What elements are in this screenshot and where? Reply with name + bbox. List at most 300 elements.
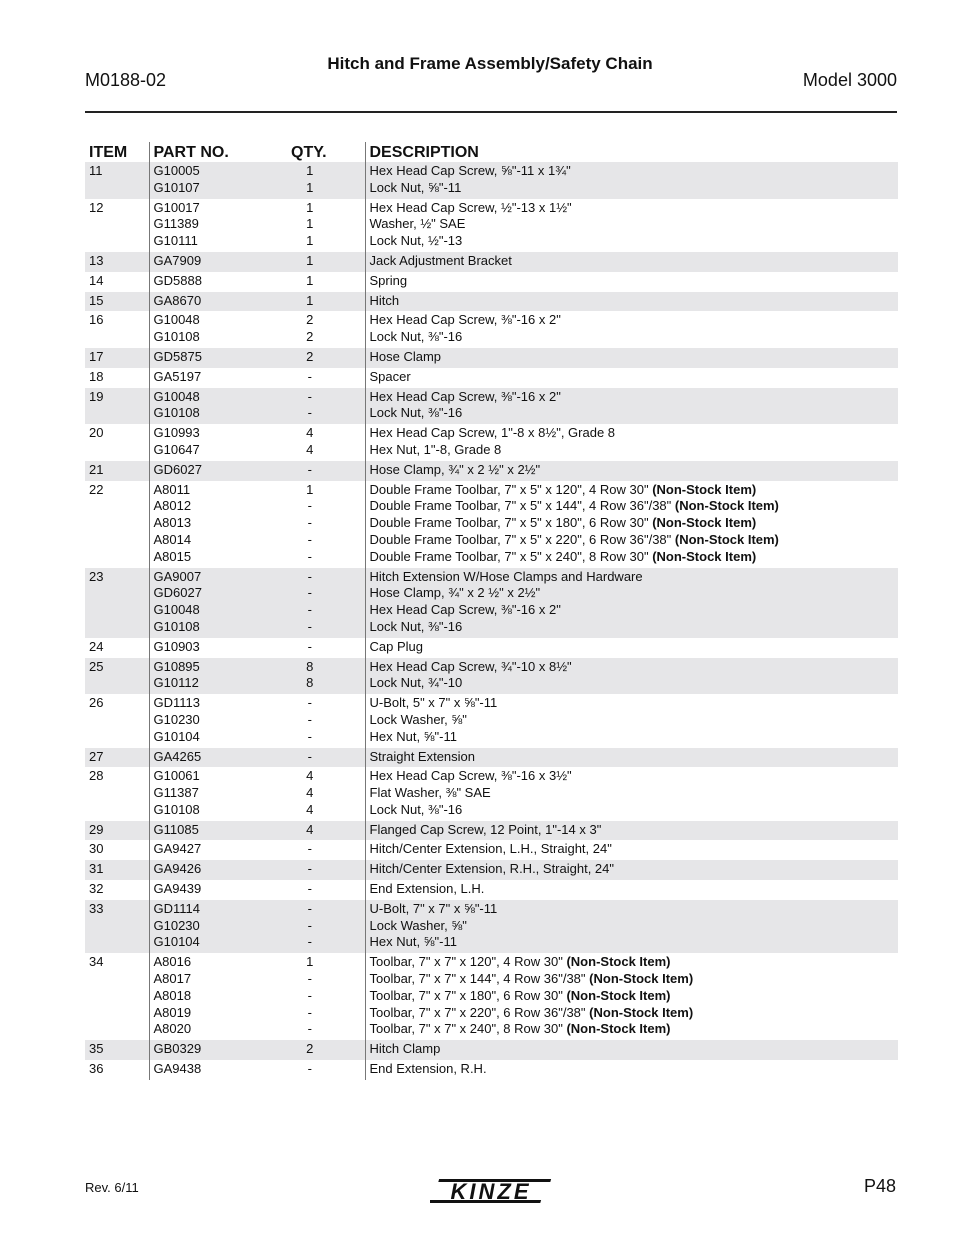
page-number: P48 (863, 1176, 896, 1196)
description-text: Hex Head Cap Screw, ⅜"-16 x 2" (369, 312, 561, 328)
part-number: G10111 (153, 233, 198, 249)
table-row (85, 860, 898, 880)
description-line (370, 822, 895, 839)
qty-cell (271, 481, 365, 568)
item-number: 18 (89, 368, 104, 384)
part-number: G11085 (153, 821, 199, 837)
description-text: Hex Head Cap Screw, ¾"-10 x 8½" (369, 658, 572, 674)
description-text: Hex Head Cap Screw, ⅜"-16 x 2" (369, 388, 561, 404)
item-number: 13 (85, 252, 149, 272)
table-header-row (85, 142, 898, 162)
description-text: Spacer (369, 368, 411, 384)
description-text: Hex Head Cap Screw, ⅝"-11 x 1¾" (369, 163, 571, 178)
part-number-cell (149, 880, 271, 900)
description-line (370, 273, 895, 290)
quantity: 1 (306, 272, 314, 288)
item-number: 28 (89, 768, 104, 784)
description-cell (365, 162, 898, 199)
description-text: Toolbar, 7" x 7" x 240", 8 Row 30" (369, 1021, 567, 1037)
description-text: Toolbar, 7" x 7" x 144", 4 Row 36"/38" (369, 971, 590, 987)
item-number: 25 (85, 658, 149, 695)
description-line (370, 253, 895, 270)
parts-table-body (85, 162, 898, 1080)
description-cell (365, 348, 898, 368)
quantity: - (307, 881, 312, 897)
description-cell (365, 694, 898, 747)
quantity: - (307, 987, 312, 1003)
table-row (85, 348, 898, 368)
description-cell (365, 272, 898, 292)
description-line (370, 200, 895, 217)
part-number-cell (149, 252, 271, 272)
description-line (370, 918, 895, 935)
part-number-cell (149, 348, 271, 368)
quantity: 1 (306, 199, 314, 215)
quantity: - (307, 498, 312, 514)
part-number: G10104 (153, 728, 200, 744)
description-line (370, 369, 895, 386)
part-number: A8020 (153, 1021, 192, 1037)
part-number-cell (149, 424, 271, 461)
description-text: Lock Nut, ⅜"-16 (369, 801, 463, 817)
part-number: G10048 (153, 602, 200, 618)
qty-cell (271, 748, 365, 768)
quantity: - (307, 638, 312, 654)
qty-cell (271, 880, 365, 900)
item-number: 24 (89, 638, 104, 654)
table-row (85, 568, 898, 638)
description-text: Lock Nut, ⅜"-16 (369, 405, 463, 421)
part-number-cell (149, 292, 271, 312)
description-line (370, 1005, 895, 1022)
description-cell (365, 424, 898, 461)
description-cell (365, 311, 898, 348)
description-line (370, 695, 895, 712)
part-number-cell (149, 694, 271, 747)
description-text: Double Frame Toolbar, 7" x 5" x 240", 8 Row 30" (369, 548, 653, 564)
description-cell (365, 638, 898, 658)
description-line (370, 569, 895, 586)
non-stock-note: (Non-Stock Item) (652, 515, 757, 531)
description-text: U-Bolt, 7" x 7" x ⅝"-11 (369, 900, 498, 916)
qty-cell (271, 1060, 365, 1080)
non-stock-note: (Non-Stock Item) (652, 481, 757, 497)
description-line (370, 749, 895, 766)
part-number-cell (149, 368, 271, 388)
quantity: - (307, 548, 312, 564)
quantity: 4 (306, 785, 314, 801)
part-number: G10108 (153, 801, 200, 817)
description-text: Hex Head Cap Screw, ½"-13 x 1½" (369, 199, 572, 215)
description-text: Double Frame Toolbar, 7" x 5" x 180", 6 Row 30" (369, 515, 653, 531)
qty-cell (271, 860, 365, 880)
item-number: 30 (89, 841, 104, 857)
quantity: 4 (306, 801, 314, 817)
part-number: G10903 (153, 638, 200, 654)
qty-cell (271, 199, 365, 252)
item-number: 17 (85, 348, 149, 368)
quantity: - (307, 585, 312, 601)
part-number-cell (149, 568, 271, 638)
item-number: 23 (85, 568, 149, 638)
part-number: GA8670 (153, 292, 202, 308)
non-stock-note: (Non-Stock Item) (674, 531, 779, 547)
item-number: 26 (89, 695, 104, 711)
table-row (85, 1040, 898, 1060)
description-text: Hose Clamp (369, 348, 442, 364)
header-part-no: PART NO. (149, 142, 271, 162)
parts-table (85, 142, 898, 1080)
description-line (370, 312, 895, 329)
part-number: A8017 (153, 971, 192, 987)
quantity: - (307, 748, 312, 764)
part-number: GD1113 (153, 695, 200, 711)
kinze-logo (430, 1176, 552, 1206)
part-number-cell (149, 272, 271, 292)
header-qty: QTY. (291, 144, 327, 161)
revision-label: Rev. 6/11 (85, 1180, 139, 1195)
description-cell (365, 481, 898, 568)
description-text: Flanged Cap Screw, 12 Point, 1"-14 x 3" (369, 821, 602, 837)
description-line (370, 163, 895, 180)
description-line (370, 405, 895, 422)
table-row (85, 840, 898, 860)
quantity: - (307, 971, 312, 987)
description-cell (365, 900, 898, 953)
header-description: DESCRIPTION (365, 142, 898, 162)
description-cell (365, 1060, 898, 1080)
description-line (370, 971, 895, 988)
item-number: 34 (89, 954, 104, 970)
description-line (370, 712, 895, 729)
qty-cell (271, 767, 365, 820)
description-text: Spring (369, 272, 408, 288)
part-number: A8013 (153, 515, 192, 531)
part-number: G10005 (153, 163, 200, 178)
table-row (85, 388, 898, 425)
header-rule (85, 111, 897, 113)
qty-cell (271, 638, 365, 658)
part-number: G10048 (153, 312, 200, 328)
part-number: G10108 (153, 405, 200, 421)
part-number: G10108 (153, 329, 200, 345)
part-number: G10895 (153, 658, 200, 674)
item-number: 11 (85, 162, 149, 199)
description-cell (365, 252, 898, 272)
description-line (370, 901, 895, 918)
description-text: Lock Nut, ⅝"-11 (369, 179, 462, 195)
description-text: Flat Washer, ⅜" SAE (369, 785, 491, 801)
description-cell (365, 821, 898, 841)
quantity: 1 (306, 163, 314, 178)
qty-cell (271, 900, 365, 953)
item-number: 35 (85, 1040, 149, 1060)
quantity: 2 (306, 348, 314, 364)
part-number-cell (149, 162, 271, 199)
table-row (85, 638, 898, 658)
description-cell (365, 461, 898, 481)
quantity: - (307, 841, 312, 857)
doc-id: M0188-02 (85, 70, 167, 90)
description-line (370, 1041, 895, 1058)
description-text: Hose Clamp, ¾" x 2 ½" x 2½" (369, 461, 541, 477)
quantity: 4 (306, 768, 314, 784)
description-text: Toolbar, 7" x 7" x 120", 4 Row 30" (369, 954, 567, 970)
qty-cell (271, 568, 365, 638)
description-line (370, 549, 895, 566)
quantity: - (307, 531, 312, 547)
description-line (370, 425, 895, 442)
table-row (85, 199, 898, 252)
description-line (370, 659, 895, 676)
quantity: - (307, 728, 312, 744)
quantity: 8 (306, 675, 314, 691)
description-line (370, 329, 895, 346)
quantity: 1 (306, 252, 314, 268)
item-number: 14 (89, 272, 104, 288)
qty-cell (271, 252, 365, 272)
description-line (370, 462, 895, 479)
part-number-cell (149, 481, 271, 568)
description-line (370, 515, 895, 532)
quantity: - (307, 515, 312, 531)
part-number: G10061 (153, 768, 200, 784)
description-line (370, 482, 895, 499)
quantity: 2 (306, 329, 314, 345)
part-number: GA7909 (153, 252, 202, 268)
part-number: A8011 (153, 481, 191, 497)
part-number-cell (149, 638, 271, 658)
part-number: G10108 (153, 618, 200, 634)
table-row (85, 311, 898, 348)
part-number-cell (149, 821, 271, 841)
part-number: GA4265 (153, 748, 202, 764)
item-number: 21 (85, 461, 149, 481)
non-stock-note: (Non-Stock Item) (566, 954, 671, 970)
table-row (85, 748, 898, 768)
description-line (370, 180, 895, 197)
description-text: Hex Head Cap Screw, ⅜"-16 x 2" (369, 602, 561, 618)
qty-cell (271, 953, 365, 1040)
description-text: Hitch/Center Extension, L.H., Straight, 24" (369, 841, 612, 857)
quantity: - (307, 388, 312, 404)
quantity: - (307, 568, 312, 584)
description-text: End Extension, L.H. (369, 881, 485, 897)
quantity: - (307, 711, 312, 727)
description-line (370, 785, 895, 802)
quantity: - (307, 900, 312, 916)
qty-cell (271, 461, 365, 481)
table-row (85, 481, 898, 568)
part-number: GD6027 (153, 461, 202, 477)
quantity: 1 (306, 954, 314, 970)
quantity: - (307, 405, 312, 421)
non-stock-note: (Non-Stock Item) (566, 987, 671, 1003)
description-text: Hitch/Center Extension, R.H., Straight, 24" (369, 861, 614, 877)
part-number: A8019 (153, 1004, 192, 1020)
description-text: Hose Clamp, ¾" x 2 ½" x 2½" (369, 585, 541, 601)
part-number: GA9438 (153, 1061, 202, 1077)
qty-cell (271, 388, 365, 425)
table-row (85, 821, 898, 841)
description-text: Washer, ½" SAE (369, 216, 466, 232)
description-cell (365, 199, 898, 252)
qty-cell (271, 311, 365, 348)
description-line (370, 768, 895, 785)
description-text: Hex Nut, ⅝"-11 (369, 934, 457, 950)
description-text: Lock Nut, ⅜"-16 (369, 618, 463, 634)
description-line (370, 675, 895, 692)
non-stock-note: (Non-Stock Item) (674, 498, 779, 514)
table-row (85, 424, 898, 461)
part-number: G10647 (153, 441, 200, 457)
part-number: GD1114 (153, 900, 200, 916)
part-number-cell (149, 840, 271, 860)
description-line (370, 293, 895, 310)
qty-cell (271, 162, 365, 199)
description-line (370, 389, 895, 406)
description-text: Toolbar, 7" x 7" x 220", 6 Row 36"/38" (369, 1004, 590, 1020)
description-text: U-Bolt, 5" x 7" x ⅝"-11 (369, 695, 498, 711)
description-line (370, 639, 895, 656)
description-line (370, 349, 895, 366)
item-number: 32 (89, 881, 104, 897)
item-number: 27 (85, 748, 149, 768)
part-number-cell (149, 461, 271, 481)
quantity: - (307, 461, 312, 477)
part-number: G10048 (153, 388, 200, 404)
part-number-cell (149, 860, 271, 880)
part-number: A8014 (153, 531, 192, 547)
qty-cell (271, 424, 365, 461)
quantity: - (307, 1061, 312, 1077)
qty-cell (271, 368, 365, 388)
description-text: Hex Head Cap Screw, 1"-8 x 8½", Grade 8 (369, 425, 616, 441)
description-cell (365, 860, 898, 880)
quantity: - (307, 1021, 312, 1037)
table-row (85, 767, 898, 820)
qty-cell (271, 272, 365, 292)
table-row (85, 880, 898, 900)
description-cell (365, 1040, 898, 1060)
model-label: Model 3000 (802, 70, 897, 90)
description-cell (365, 368, 898, 388)
description-text: Double Frame Toolbar, 7" x 5" x 144", 4 Row 36"/38" (369, 498, 675, 514)
part-number: GA9439 (153, 881, 202, 897)
description-line (370, 602, 895, 619)
description-text: Lock Washer, ⅝" (369, 917, 467, 933)
item-number: 20 (89, 425, 104, 441)
table-row (85, 1060, 898, 1080)
part-number: G10017 (153, 199, 200, 215)
part-number: GD5888 (153, 272, 202, 288)
part-number: G10993 (153, 425, 200, 441)
description-line (370, 216, 895, 233)
description-text: Straight Extension (369, 748, 476, 764)
description-text: Hitch (369, 292, 400, 308)
quantity: 1 (306, 179, 314, 195)
description-line (370, 954, 895, 971)
description-line (370, 1021, 895, 1038)
description-text: Lock Nut, ½"-13 (369, 233, 463, 249)
table-row (85, 953, 898, 1040)
description-cell (365, 953, 898, 1040)
table-row (85, 162, 898, 199)
description-cell (365, 767, 898, 820)
description-text: Hitch Extension W/Hose Clamps and Hardware (369, 568, 643, 584)
description-text: Hex Nut, 1"-8, Grade 8 (369, 441, 502, 457)
description-text: Lock Nut, ¾"-10 (369, 675, 463, 691)
item-number: 33 (85, 900, 149, 953)
qty-cell (271, 292, 365, 312)
part-number-cell (149, 748, 271, 768)
description-line (370, 442, 895, 459)
qty-cell (271, 840, 365, 860)
part-number: A8012 (153, 498, 192, 514)
item-number: 19 (85, 388, 149, 425)
part-number: G11389 (153, 216, 199, 232)
item-number: 29 (85, 821, 149, 841)
quantity: - (307, 917, 312, 933)
part-number: A8018 (153, 987, 192, 1003)
quantity: - (307, 695, 312, 711)
item-number: 16 (89, 312, 104, 328)
description-line (370, 988, 895, 1005)
part-number-cell (149, 658, 271, 695)
description-text: Lock Nut, ⅜"-16 (369, 329, 463, 345)
part-number-cell (149, 953, 271, 1040)
part-number-cell (149, 1060, 271, 1080)
qty-cell (271, 1040, 365, 1060)
quantity: 1 (306, 292, 314, 308)
table-row (85, 368, 898, 388)
description-cell (365, 748, 898, 768)
part-number: GD5875 (153, 348, 202, 364)
part-number-cell (149, 767, 271, 820)
table-row (85, 694, 898, 747)
qty-cell (271, 348, 365, 368)
description-cell (365, 840, 898, 860)
non-stock-note: (Non-Stock Item) (589, 1004, 694, 1020)
description-line (370, 802, 895, 819)
description-cell (365, 658, 898, 695)
description-text: Jack Adjustment Bracket (369, 252, 512, 268)
kinze-logo-text: KINZE (450, 1179, 532, 1204)
part-number-cell (149, 900, 271, 953)
part-number: G11387 (153, 785, 199, 801)
part-number: A8015 (153, 548, 192, 564)
item-number: 36 (89, 1061, 104, 1077)
description-cell (365, 292, 898, 312)
description-cell (365, 880, 898, 900)
part-number: G10107 (153, 179, 200, 195)
quantity: 1 (306, 216, 314, 232)
quantity: 4 (306, 821, 314, 837)
quantity: 2 (306, 312, 314, 328)
description-text: Cap Plug (369, 638, 423, 654)
description-cell (365, 388, 898, 425)
part-number: GA9007 (153, 568, 202, 584)
part-number-cell (149, 388, 271, 425)
description-line (370, 841, 895, 858)
table-row (85, 900, 898, 953)
table-row (85, 292, 898, 312)
description-line (370, 934, 895, 951)
quantity: 8 (306, 658, 314, 674)
part-number: GA9427 (153, 841, 202, 857)
quantity: - (307, 618, 312, 634)
description-line (370, 619, 895, 636)
